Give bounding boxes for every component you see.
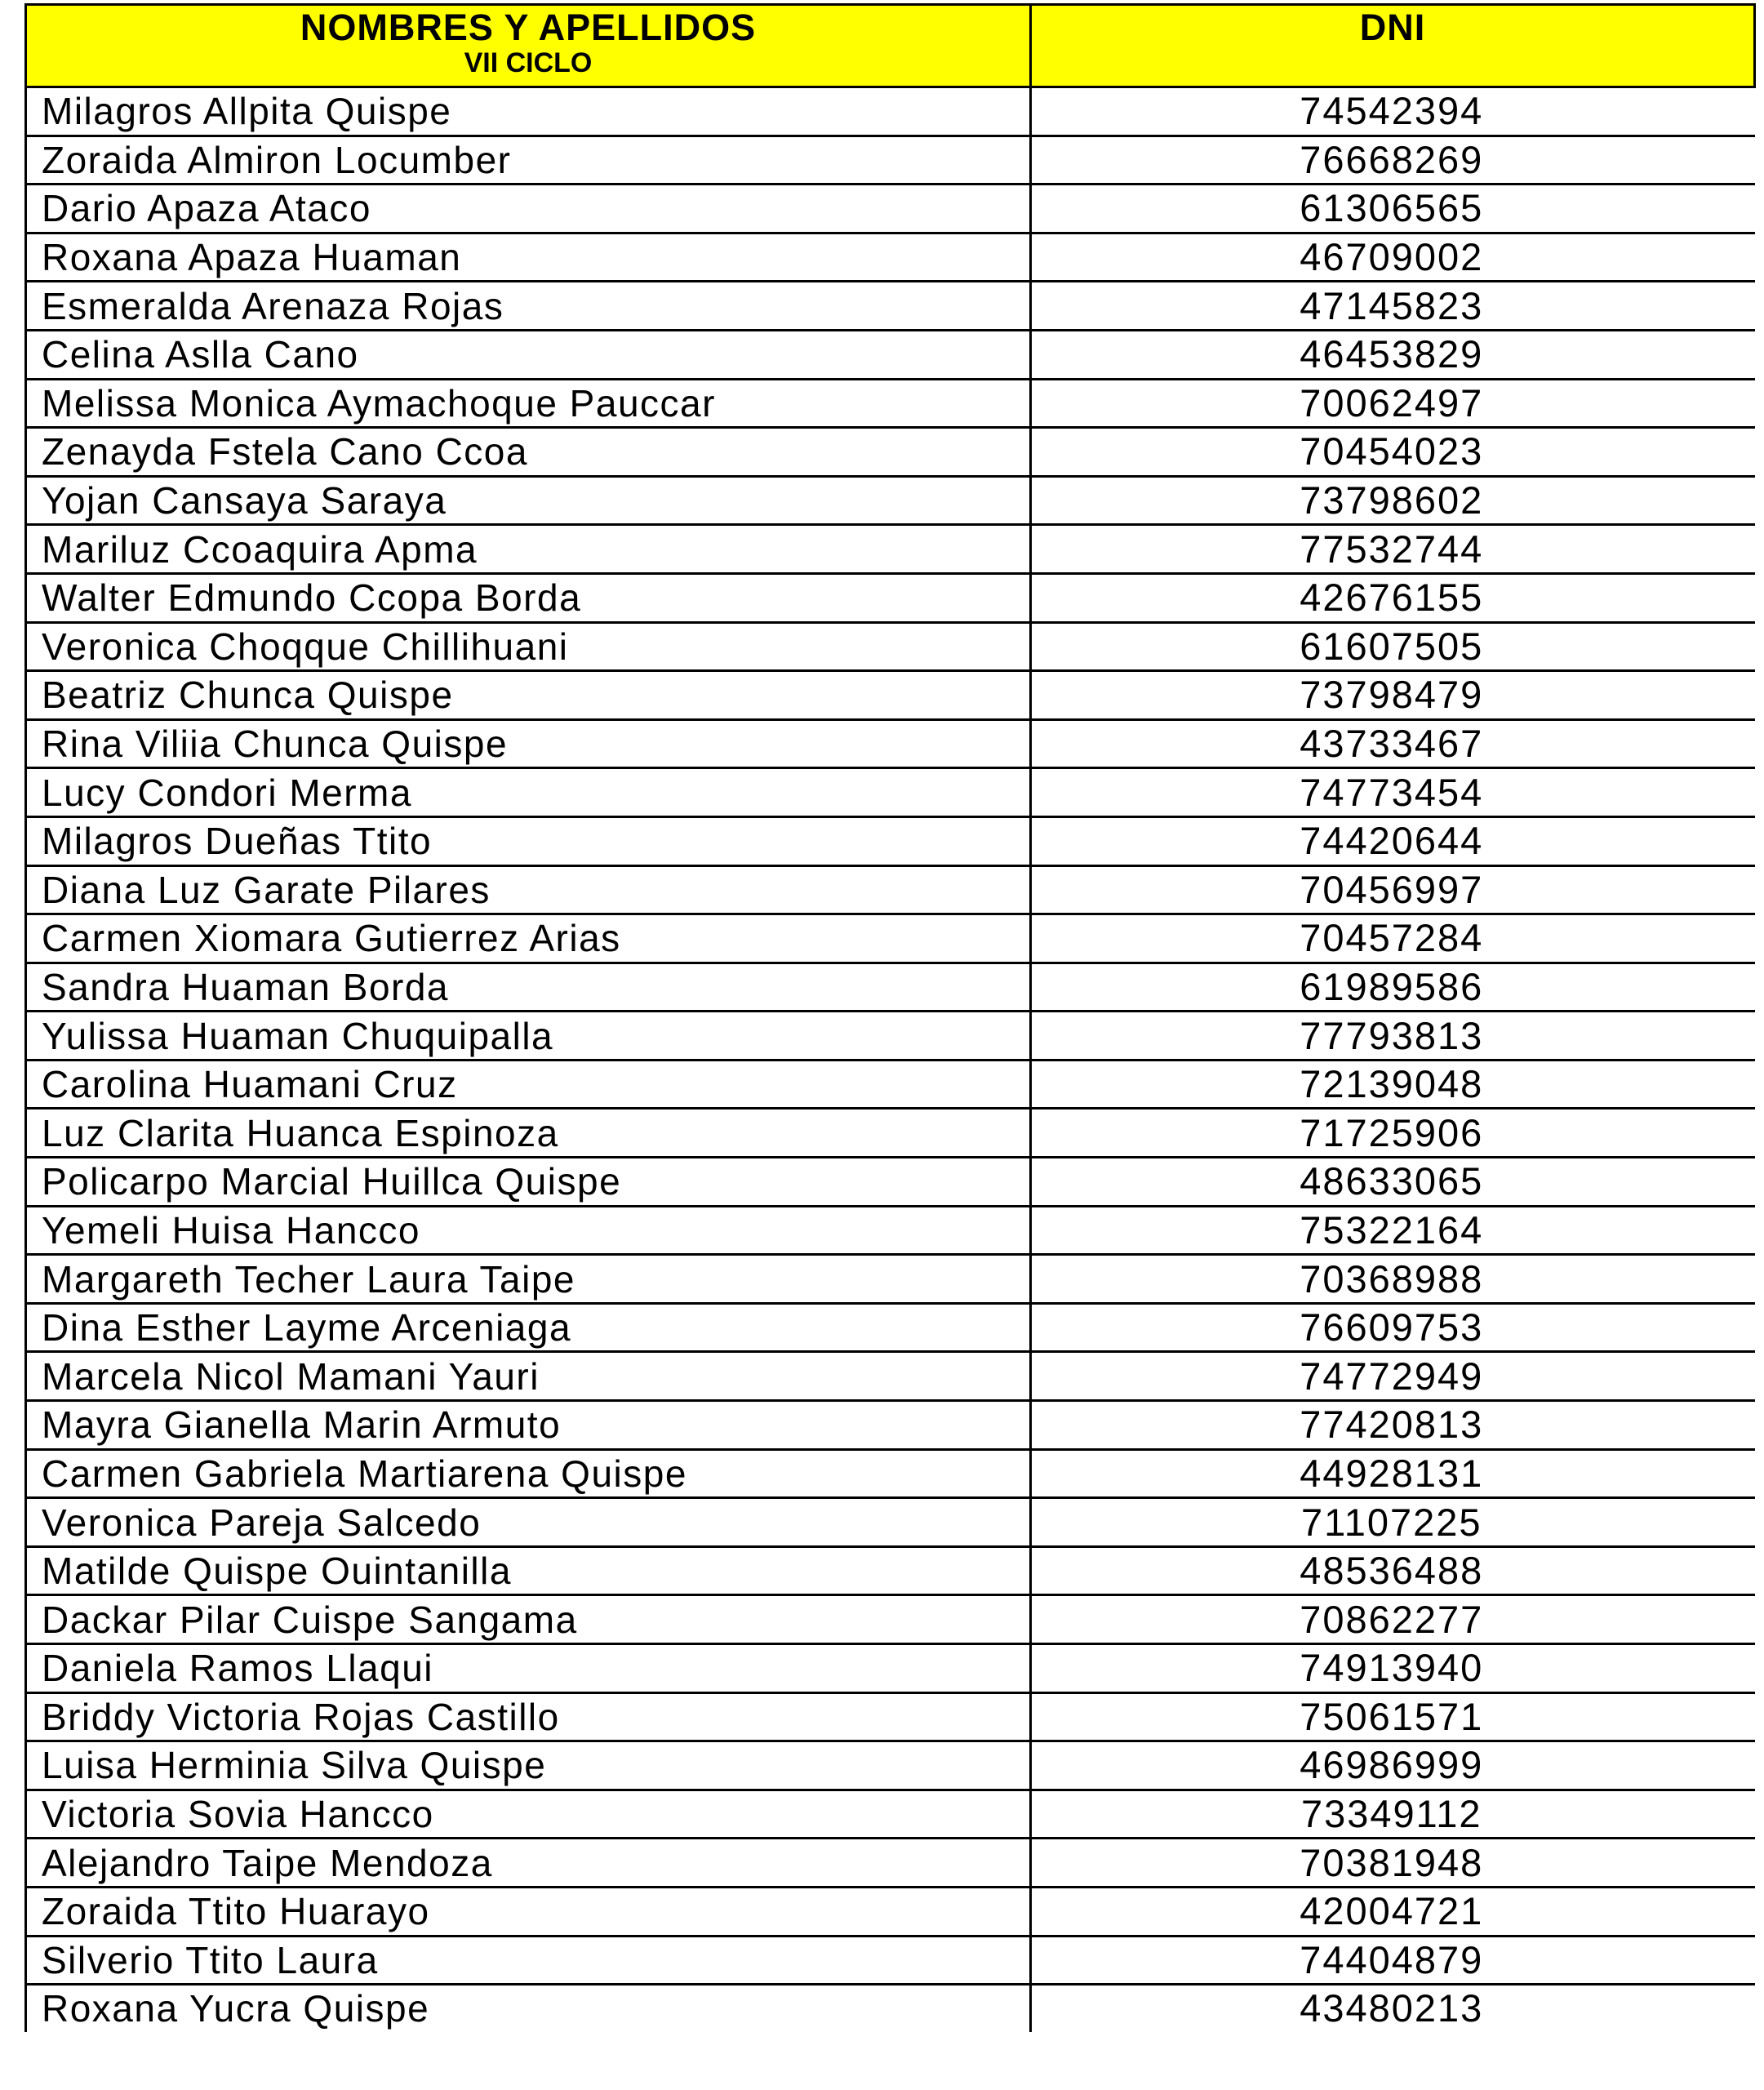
table-row [26,1546,1755,1595]
student-name-cell: Melissa Monica Aymachoque Pauccar [26,379,1031,428]
table-row [26,622,1755,671]
table-row [26,865,1755,914]
student-name-cell: Veronica Pareja Salcedo [26,1498,1031,1547]
student-dni-cell: 74404879 [1031,1936,1755,1985]
table-row [26,282,1755,331]
table-row [26,525,1755,574]
student-dni-cell: 70457284 [1031,914,1755,963]
table-row [26,1936,1755,1985]
student-dni-cell: 61306565 [1031,185,1755,233]
student-name-cell: Carmen Gabriela Martiarena Quispe [26,1449,1031,1498]
student-dni-cell: 73798479 [1031,671,1755,720]
table-row [26,573,1755,622]
student-name-cell: Yojan Cansaya Saraya [26,476,1031,525]
student-name-cell: Matilde Quispe Ouintanilla [26,1546,1031,1595]
student-dni-cell: 74772949 [1031,1352,1755,1401]
student-name-cell: Mayra Gianella Marin Armuto [26,1401,1031,1450]
student-dni-cell: 76668269 [1031,136,1755,185]
student-name-cell: Mariluz Ccoaquira Apma [26,525,1031,574]
table-row [26,330,1755,379]
student-name-cell: Dackar Pilar Cuispe Sangama [26,1595,1031,1644]
table-row [26,136,1755,185]
student-dni-cell: 71725906 [1031,1109,1755,1158]
student-name-cell: Briddy Victoria Rojas Castillo [26,1692,1031,1741]
table-row [26,185,1755,233]
table-row [26,816,1755,865]
student-dni-cell: 70454023 [1031,428,1755,477]
student-name-cell: Margareth Techer Laura Taipe [26,1255,1031,1304]
table-row [26,1692,1755,1741]
student-name-cell: Marcela Nicol Mamani Yauri [26,1352,1031,1401]
table-row [26,233,1755,282]
table-row [26,963,1755,1012]
table-row [26,1985,1755,2032]
table-row [26,1255,1755,1304]
table-row [26,1644,1755,1693]
student-name-cell: Yulissa Huaman Chuquipalla [26,1012,1031,1061]
student-dni-cell: 61989586 [1031,963,1755,1012]
student-name-cell: Zoraida Almiron Locumber [26,136,1031,185]
table-row [26,1206,1755,1255]
student-dni-cell: 48536488 [1031,1546,1755,1595]
student-dni-cell: 70862277 [1031,1595,1755,1644]
table-header-row [26,5,1755,87]
student-name-cell: Rina Viliia Chunca Quispe [26,719,1031,768]
student-dni-cell: 48633065 [1031,1158,1755,1207]
table-row [26,87,1755,136]
table-row [26,719,1755,768]
table-row [26,1012,1755,1061]
student-dni-cell: 74420644 [1031,816,1755,865]
student-name-cell: Dina Esther Layme Arceniaga [26,1303,1031,1352]
student-name-cell: Policarpo Marcial Huillca Quispe [26,1158,1031,1207]
student-name-cell: Veronica Choqque Chillihuani [26,622,1031,671]
student-dni-cell: 46986999 [1031,1741,1755,1790]
student-dni-cell: 46453829 [1031,330,1755,379]
student-dni-cell: 44928131 [1031,1449,1755,1498]
table-row [26,1887,1755,1936]
table-row [26,1158,1755,1207]
student-name-cell: Luisa Herminia Silva Quispe [26,1741,1031,1790]
student-name-cell: Yemeli Huisa Hancco [26,1206,1031,1255]
student-dni-cell: 70062497 [1031,379,1755,428]
student-name-cell: Silverio Ttito Laura [26,1936,1031,1985]
student-name-cell: Dario Apaza Ataco [26,185,1031,233]
student-name-cell: Lucy Condori Merma [26,768,1031,817]
student-dni-cell: 46709002 [1031,233,1755,282]
student-dni-cell: 77793813 [1031,1012,1755,1061]
student-dni-cell: 74913940 [1031,1644,1755,1693]
table-row [26,1790,1755,1839]
student-name-cell: Roxana Yucra Quispe [26,1985,1031,2032]
student-dni-cell: 71107225 [1031,1498,1755,1547]
student-name-cell: Victoria Sovia Hancco [26,1790,1031,1839]
student-dni-cell: 75322164 [1031,1206,1755,1255]
table-row [26,1352,1755,1401]
table-row [26,768,1755,817]
student-name-cell: Beatriz Chunca Quispe [26,671,1031,720]
student-name-cell: Carmen Xiomara Gutierrez Arias [26,914,1031,963]
student-name-cell: Daniela Ramos Llaqui [26,1644,1031,1693]
header-dni-title: DNI [1359,7,1426,48]
table-row [26,1303,1755,1352]
header-name-title: NOMBRES Y APELLIDOS [300,7,757,48]
student-name-cell: Zenayda Fstela Cano Ccoa [26,428,1031,477]
student-name-cell: Sandra Huaman Borda [26,963,1031,1012]
student-dni-cell: 75061571 [1031,1692,1755,1741]
student-name-cell: Esmeralda Arenaza Rojas [26,282,1031,331]
header-name-column [26,5,1031,87]
table-row [26,1839,1755,1888]
student-dni-cell: 76609753 [1031,1303,1755,1352]
student-dni-cell: 42676155 [1031,573,1755,622]
student-name-cell: Celina Aslla Cano [26,330,1031,379]
student-name-cell: Zoraida Ttito Huarayo [26,1887,1031,1936]
table-row [26,671,1755,720]
student-dni-cell: 47145823 [1031,282,1755,331]
table-row [26,914,1755,963]
table-row [26,1498,1755,1547]
table-row [26,1109,1755,1158]
student-name-cell: Luz Clarita Huanca Espinoza [26,1109,1031,1158]
table-row [26,428,1755,477]
table-body [26,87,1755,2032]
student-dni-cell: 77420813 [1031,1401,1755,1450]
student-dni-cell: 70381948 [1031,1839,1755,1888]
student-dni-cell: 74773454 [1031,768,1755,817]
student-dni-cell: 70456997 [1031,865,1755,914]
table-row [26,1741,1755,1790]
student-dni-cell: 42004721 [1031,1887,1755,1936]
table-row [26,379,1755,428]
student-name-cell: Walter Edmundo Ccopa Borda [26,573,1031,622]
table-row [26,1401,1755,1450]
table-row [26,1595,1755,1644]
student-dni-cell: 73349112 [1031,1790,1755,1839]
student-dni-cell: 74542394 [1031,87,1755,136]
header-cycle-subtitle: VII CICLO [464,47,593,78]
student-dni-cell: 43733467 [1031,719,1755,768]
student-dni-cell: 70368988 [1031,1255,1755,1304]
table-row [26,1060,1755,1109]
student-name-cell: Diana Luz Garate Pilares [26,865,1031,914]
student-dni-cell: 77532744 [1031,525,1755,574]
student-dni-cell: 72139048 [1031,1060,1755,1109]
student-name-cell: Alejandro Taipe Mendoza [26,1839,1031,1888]
student-table [24,3,1756,2032]
student-name-cell: Milagros Allpita Quispe [26,87,1031,136]
student-dni-cell: 43480213 [1300,1986,1484,2030]
student-list-sheet [24,3,1753,2032]
student-name-cell: Carolina Huamani Cruz [26,1060,1031,1109]
student-dni-cell: 73798602 [1031,476,1755,525]
header-dni-column [1031,5,1755,87]
student-name-cell: Milagros Dueñas Ttito [26,816,1031,865]
student-name-cell: Roxana Apaza Huaman [26,233,1031,282]
student-dni-cell: 61607505 [1031,622,1755,671]
table-row [26,1449,1755,1498]
table-row [26,476,1755,525]
